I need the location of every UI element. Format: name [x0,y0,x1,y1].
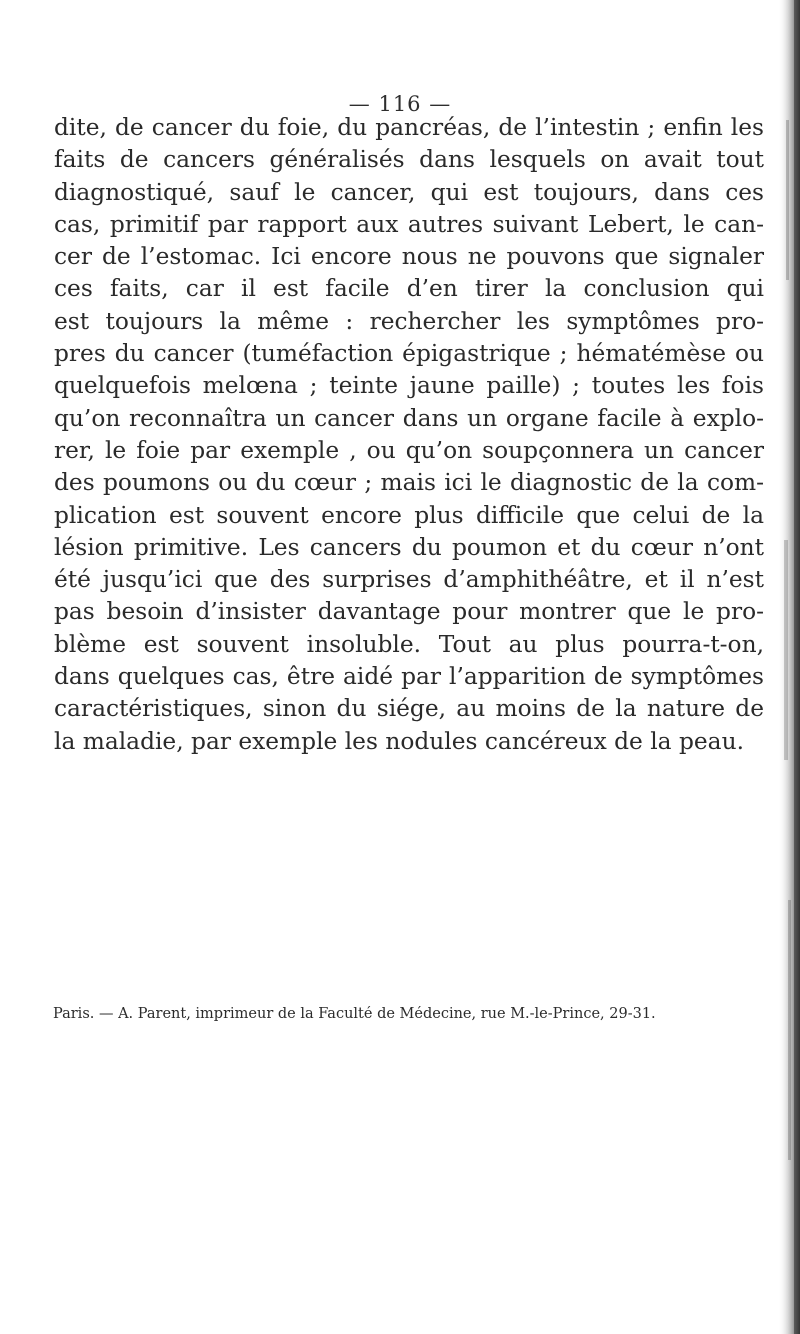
text-line: dite, de cancer du foie, du pancréas, de l’intestin ; enfin les [54,114,764,141]
text-line: été jusqu’ici que des surprises d’amphithéâtre, et il n’est [54,566,764,594]
text-line: lésion primitive. Les cancers du poumon et du cœur n’ont [54,533,764,561]
text-line: est toujours la même : rechercher les symptômes pro- [54,307,764,335]
text-line: pres du cancer (tuméfaction épigastrique ; hématémèse ou [54,340,764,368]
page-binding-edge [764,0,800,1334]
text-line: faits de cancers généralisés dans lesquels on avait tout [54,146,764,174]
body-paragraph [54,112,764,758]
text-line: pas besoin d’insister davantage pour montrer que le pro- [54,598,764,626]
text-line: cer de l’estomac. Ici encore nous ne pouvons que signaler [54,243,764,271]
text-line: diagnostiqué, sauf le cancer, qui est toujours, dans ces [54,178,764,206]
text-line: des poumons ou du cœur ; mais ici le diagnostic de la com- [54,469,764,497]
printer-imprint [53,1006,773,1022]
text-line: qu’on reconnaîtra un cancer dans un organe facile à explo- [54,404,764,432]
text-line: la maladie, par exemple les nodules cancéreux de la peau. [54,727,744,755]
text-line: quelquefois melœna ; teinte jaune paille) ; toutes les fois [54,372,764,400]
text-line: ces faits, car il est facile d’en tirer la conclusion qui [54,275,764,303]
page-number: — 116 — [348,92,452,116]
imprint-text: Paris. — A. Parent, imprimeur de la Faculté de Médecine, rue M.-le-Prince, 29-31. [53,1006,656,1022]
text-line: blème est souvent insoluble. Tout au plus pourra-t-on, [54,630,764,658]
text-line: dans quelques cas, être aidé par l’apparition de symptômes [54,663,764,691]
text-line: plication est souvent encore plus difficile que celui de la [54,501,764,529]
text-line: caractéristiques, sinon du siége, au moins de la nature de [54,695,764,723]
text-line: rer, le foie par exemple , ou qu’on soupçonnera un cancer [54,436,764,464]
text-line: cas, primitif par rapport aux autres suivant Lebert, le can- [54,210,764,238]
